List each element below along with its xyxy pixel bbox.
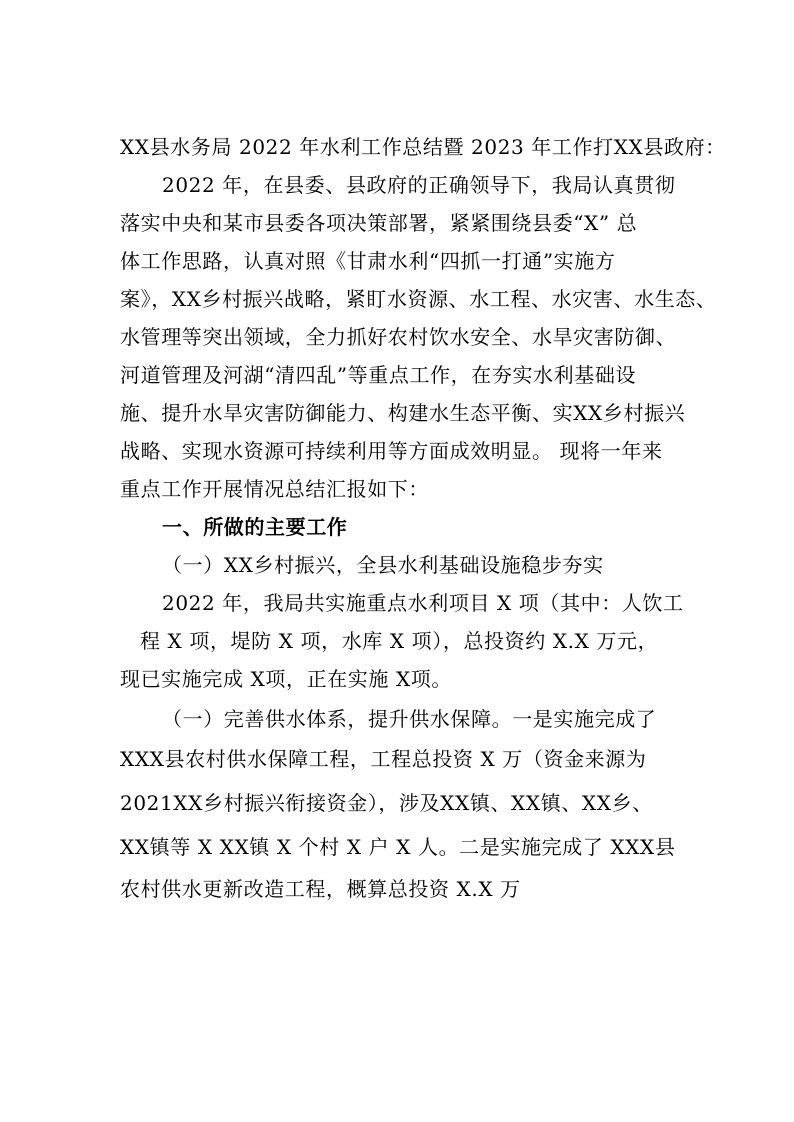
intro-line: 体工作思路，认真对照《甘肃水利“四抓一打通”实施方 bbox=[120, 249, 616, 273]
paragraph-line: 现已实施完成 X项，正在实施 X项。 bbox=[120, 667, 452, 691]
paragraph-line: XXX县农村供水保障工程，工程总投资 X 万（资金来源为 bbox=[120, 747, 647, 771]
intro-line: 案》，XX乡村振兴战略，紧盯水资源、水工程、水灾害、水生态、 bbox=[120, 287, 717, 311]
intro-line: 落实中央和某市县委各项决策部署，紧紧围绕县委“X” 总 bbox=[120, 211, 638, 235]
paragraph-line: （一）完善供水体系，提升供水保障。一是实施完成了 bbox=[162, 707, 657, 731]
intro-line: 重点工作开展情况总结汇报如下： bbox=[120, 477, 429, 501]
intro-line: 河道管理及河湖“清四乱”等重点工作，在夯实水利基础设 bbox=[120, 363, 637, 387]
section-heading: 一、所做的主要工作 bbox=[162, 515, 348, 539]
intro-line: 战略、实现水资源可持续利用等方面成效明显。 现将一年来 bbox=[120, 439, 663, 463]
paragraph-line: 2021XX乡村振兴衔接资金），涉及XX镇、XX镇、XX乡、 bbox=[120, 791, 653, 815]
paragraph-line: 2022 年，我局共实施重点水利项目 X 项（其中：人饮工 bbox=[162, 591, 684, 615]
paragraph-line: 程 X 项，堤防 X 项，水库 X 项），总投资约 X.X 万元， bbox=[140, 629, 659, 653]
subsection-heading: （一）XX乡村振兴，全县水利基础设施稳步夯实 bbox=[162, 553, 604, 577]
paragraph-line: XX镇等 X XX镇 X 个村 X 户 X 人。二是实施完成了 XXX县 bbox=[120, 835, 676, 859]
intro-line: 水管理等突出领域，全力抓好农村饮水安全、水旱灾害防御、 bbox=[120, 325, 677, 349]
intro-line: 施、提升水旱灾害防御能力、构建水生态平衡、实XX乡村振兴 bbox=[120, 401, 686, 425]
document-title-line: XX县水务局 2022 年水利工作总结暨 2023 年工作打XX县政府： bbox=[120, 135, 726, 159]
intro-line: 2022 年，在县委、县政府的正确领导下，我局认真贯彻 bbox=[162, 173, 676, 197]
paragraph-line: 农村供水更新改造工程，概算总投资 X.X 万 bbox=[120, 877, 521, 901]
